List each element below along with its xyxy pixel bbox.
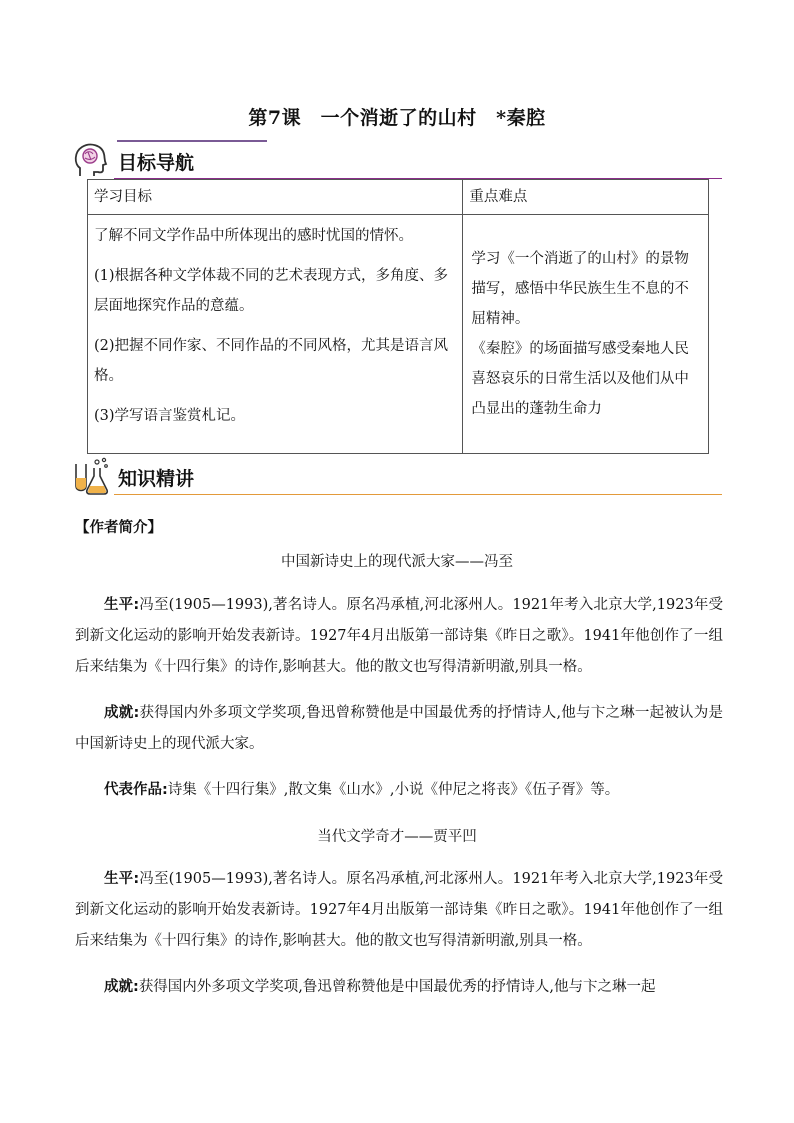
learning-goals-cell bbox=[88, 215, 463, 454]
author1-works-paragraph bbox=[75, 775, 723, 806]
works-text: 诗集《十四行集》,散文集《山水》,小说《仲尼之将丧》《伍子胥》等。 bbox=[167, 782, 620, 798]
works-label: 代表作品: bbox=[104, 782, 168, 798]
achievement-text: 获得国内外多项文学奖项,鲁迅曾称赞他是中国最优秀的抒情诗人,他与卞之琳一起被认为是中国新诗史上的现代派大家。 bbox=[75, 705, 723, 752]
author2-life-paragraph bbox=[75, 864, 723, 957]
header-learning-goals: 学习目标 bbox=[88, 180, 463, 215]
goals-section-header bbox=[70, 140, 722, 180]
author-intro-tag: 【作者简介】 bbox=[75, 520, 162, 536]
life-label: 生平: bbox=[104, 597, 140, 613]
achievement-text: 获得国内外多项文学奖项,鲁迅曾称赞他是中国最优秀的抒情诗人,他与卞之琳一起 bbox=[138, 979, 656, 995]
achievement-label: 成就: bbox=[104, 705, 140, 721]
life-text: 冯至(1905—1993),著名诗人。原名冯承植,河北涿州人。1921年考入北京大学,1923年受到新文化运动的影响开始发表新诗。1927年4月出版第一部诗集《昨日之歌》。1941年他创作了一组后来结集为《十四行集》的诗作,影响甚大。他的散文也写得清新明澈,别具一格。 bbox=[75, 871, 723, 949]
goal-item: (2)把握不同作家、不同作品的不同风格，尤其是语言风格。 bbox=[94, 338, 449, 384]
goal-item: 了解不同文学作品中所体现出的感时忧国的情怀。 bbox=[94, 228, 413, 244]
knowledge-heading: 知识精讲 bbox=[118, 468, 195, 490]
author2-heading: 当代文学奇才——贾平凹 bbox=[317, 829, 477, 845]
key-points-cell bbox=[463, 215, 709, 454]
knowledge-section-header bbox=[70, 456, 722, 496]
lab-flask-icon bbox=[70, 456, 110, 496]
knowledge-header-underline bbox=[114, 494, 722, 495]
goals-table bbox=[87, 179, 709, 454]
author1-achievement-paragraph bbox=[75, 698, 723, 760]
brain-head-icon bbox=[70, 140, 110, 180]
key-point-item: 《秦腔》的场面描写感受秦地人民喜怒哀乐的日常生活以及他们从中凸显出的蓬勃生命力 bbox=[471, 341, 689, 417]
goal-item: (3)学写语言鉴赏札记。 bbox=[94, 408, 246, 424]
goals-table-header-row bbox=[88, 180, 709, 215]
goal-item: (1)根据各种文学体裁不同的艺术表现方式，多角度、多层面地探究作品的意蕴。 bbox=[94, 268, 449, 314]
goals-header-topline bbox=[117, 140, 267, 142]
page-title: 第7课 一个消逝了的山村 *秦腔 bbox=[248, 107, 546, 129]
author1-heading: 中国新诗史上的现代派大家——冯至 bbox=[281, 554, 513, 570]
author1-life-paragraph bbox=[75, 590, 723, 683]
goals-heading: 目标导航 bbox=[118, 152, 195, 174]
goals-table-body-row bbox=[88, 215, 709, 454]
header-key-points: 重点难点 bbox=[463, 180, 709, 215]
achievement-label: 成就: bbox=[104, 979, 139, 995]
life-text: 冯至(1905—1993),著名诗人。原名冯承植,河北涿州人。1921年考入北京大学,1923年受到新文化运动的影响开始发表新诗。1927年4月出版第一部诗集《昨日之歌》。1941年他创作了一组后来结集为《十四行集》的诗作,影响甚大。他的散文也写得清新明澈,别具一格。 bbox=[75, 597, 723, 675]
key-point-item: 学习《一个消逝了的山村》的景物描写，感悟中华民族生生不息的不屈精神。 bbox=[471, 251, 689, 327]
author2-achievement-paragraph bbox=[75, 972, 723, 1003]
life-label: 生平: bbox=[104, 871, 140, 887]
